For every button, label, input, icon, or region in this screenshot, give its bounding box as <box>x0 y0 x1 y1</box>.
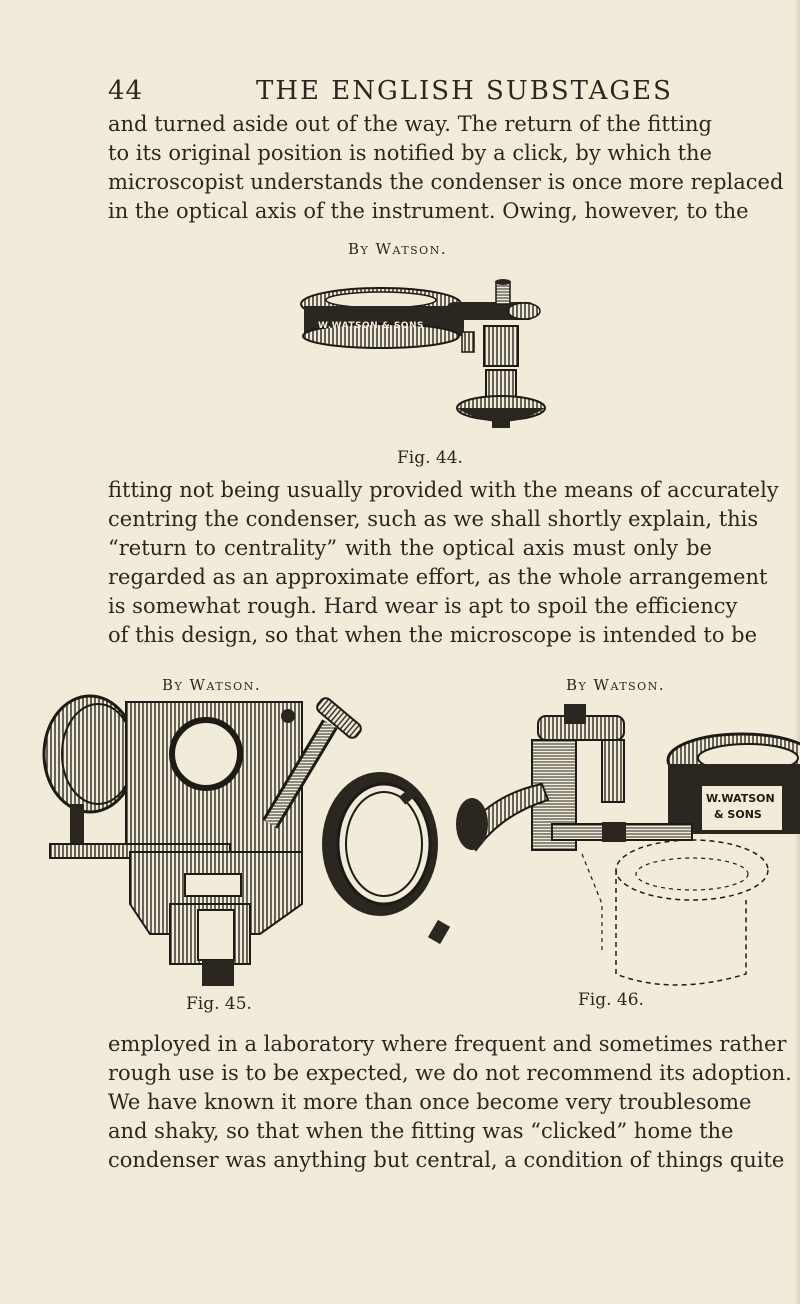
text-line: microscopist understands the condenser is once more replaced <box>108 170 784 194</box>
text-line: regarded as an approximate effort, as the whole arrangement <box>108 565 768 589</box>
page-header <box>108 76 728 110</box>
fig45-credit: By Watson. <box>162 676 262 694</box>
text-line: “return to centrality” with the optical axis must only be <box>108 536 712 560</box>
fig46-engraving <box>452 704 800 994</box>
fig46-maker-mark-line1: W.WATSON <box>706 792 775 805</box>
text-line: is somewhat rough. Hard wear is apt to spoil the efficiency <box>108 594 738 618</box>
text-line: in the optical axis of the instrument. Owing, however, to the <box>108 199 749 223</box>
fig46-maker-mark-line2: & SONS <box>714 808 762 821</box>
text-line: and turned aside out of the way. The return of the fitting <box>108 112 712 136</box>
text-line: employed in a laboratory where frequent and sometimes rather <box>108 1032 787 1056</box>
fig44-engraving <box>296 276 546 446</box>
paragraph-1 <box>108 110 784 226</box>
text-line: of this design, so that when the microscope is intended to be <box>108 623 758 647</box>
paragraph-2 <box>108 476 779 650</box>
fig44-maker-mark: W.WATSON & SONS <box>318 321 424 331</box>
text-line: and shaky, so that when the fitting was “clicked” home the <box>108 1119 734 1143</box>
fig45-engraving <box>30 694 450 994</box>
text-line: condenser was anything but central, a condition of things quite <box>108 1148 785 1172</box>
text-line: centring the condenser, such as we shall shortly explain, this <box>108 507 759 531</box>
fig46-label: Fig. 46. <box>578 990 644 1010</box>
text-line: rough use is to be expected, we do not recommend its adoption. <box>108 1061 792 1085</box>
text-line: We have known it more than once become very troublesome <box>108 1090 752 1114</box>
fig44-credit: By Watson. <box>348 240 448 258</box>
running-head: THE ENGLISH SUBSTAGES <box>256 76 673 106</box>
paragraph-3 <box>108 1030 792 1175</box>
fig44-label: Fig. 44. <box>397 448 463 468</box>
text-line: fitting not being usually provided with the means of accurately <box>108 478 779 502</box>
page-edge-shadow <box>794 0 800 1304</box>
fig46-credit: By Watson. <box>566 676 666 694</box>
fig45-label: Fig. 45. <box>186 994 252 1014</box>
page-number: 44 <box>108 76 144 106</box>
text-line: to its original position is notified by a click, by which the <box>108 141 712 165</box>
